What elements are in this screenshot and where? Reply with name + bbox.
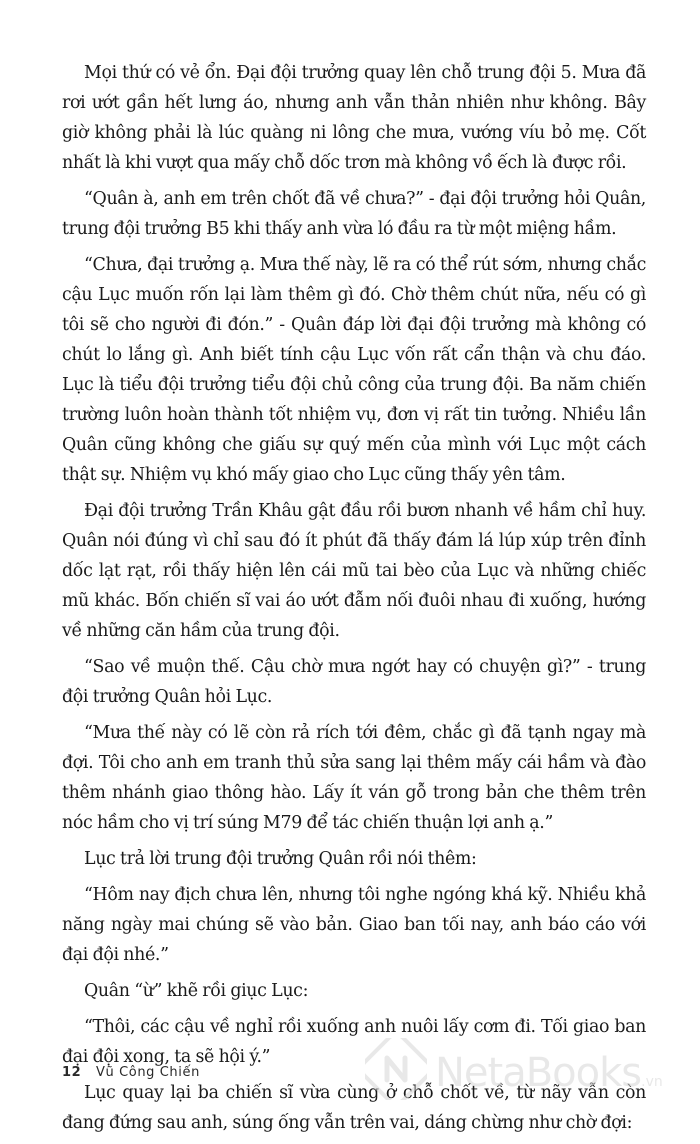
page-number: 12 — [62, 1065, 82, 1080]
paragraph: “Hôm nay địch chưa lên, nhưng tôi nghe ngóng khá kỹ. Nhiều khả năng ngày mai chúng sẽ vào bản. Giao ban tối nay, anh báo cáo với đại đội nhé.” — [62, 885, 646, 965]
paragraph: “Quân à, anh em trên chốt đã về chưa?” - đại đội trưởng hỏi Quân, trung đội trưởng B5 khi thấy anh vừa ló đầu ra từ một miệng hầm. — [62, 189, 646, 239]
paragraph: Quân “ừ” khẽ rồi giục Lục: — [84, 981, 309, 1001]
author-name: Vũ Công Chiến — [96, 1065, 200, 1080]
paragraph: Đại đội trưởng Trần Khâu gật đầu rồi bươn nhanh về hầm chỉ huy. Quân nói đúng vì chỉ sau đó ít phút đã thấy đám lá lúp xúp trên đỉnh dốc lạt rạt, rồi thấy hiện lên cái mũ tai bèo của Lục và những chiếc mũ khác. Bốn chiến sĩ vai áo ướt đẫm nối đuôi nhau đi xuống, hướng về những căn hầm của trung đội. — [62, 501, 646, 641]
paragraph: “Chưa, đại trưởng ạ. Mưa thế này, lẽ ra có thể rút sớm, nhưng chắc cậu Lục muốn rốn lại làm thêm gì đó. Chờ thêm chút nữa, nếu có gì tôi sẽ cho người đi đón.” - Quân đáp lời đại đội trưởng mà không có chút lo lắng gì. Anh biết tính cậu Lục vốn rất cẩn thận và chu đáo. Lục là tiểu đội trưởng tiểu đội chủ công của trung đội. Ba năm chiến trường luôn hoàn thành tốt nhiệm vụ, đơn vị rất tin tưởng. Nhiều lần Quân cũng không che giấu sự quý mến của mình với Lục một cách thật sự. Nhiệm vụ khó mấy giao cho Lục cũng thấy yên tâm. — [62, 255, 646, 485]
watermark — [365, 1038, 695, 1108]
watermark-text — [435, 1050, 663, 1096]
paragraph: Lục trả lời trung đội trưởng Quân rồi nói thêm: — [84, 849, 477, 869]
watermark-suffix: .vn — [641, 1074, 663, 1090]
paragraph: Lục quay lại ba chiến sĩ vừa cùng ở chỗ chốt về, từ nãy vẫn còn đang đứng sau anh, súng ống vẫn trên vai, dáng chừng như chờ đợi: — [62, 1083, 646, 1133]
watermark-brand: NetaBooks — [435, 1050, 642, 1096]
body-text — [62, 58, 646, 1144]
paragraph: “Sao về muộn thế. Cậu chờ mưa ngớt hay có chuyện gì?” - trung đội trưởng Quân hỏi Lục. — [62, 657, 646, 707]
netabooks-logo-icon — [365, 1038, 427, 1100]
page-footer — [62, 1065, 200, 1080]
paragraph: Mọi thứ có vẻ ổn. Đại đội trưởng quay lên chỗ trung đội 5. Mưa đã rơi ướt gần hết lưng áo, nhưng anh vẫn thản nhiên như không. Bây giờ không phải là lúc quàng ni lông che mưa, vướng víu bỏ mẹ. Cốt nhất là khi vượt qua mấy chỗ dốc trơn mà không vồ ếch là được rồi. — [62, 63, 646, 173]
paragraph: “Thôi, các cậu về nghỉ rồi xuống anh nuôi lấy cơm đi. Tối giao ban đại đội xong, ta sẽ hội ý.” — [62, 1017, 646, 1067]
paragraph: “Mưa thế này có lẽ còn rả rích tới đêm, chắc gì đã tạnh ngay mà đợi. Tôi cho anh em tranh thủ sửa sang lại thêm mấy cái hầm và đào thêm nhánh giao thông hào. Lấy ít ván gỗ trong bản che thêm trên nóc hầm cho vị trí súng M79 để tác chiến thuận lợi anh ạ.” — [62, 723, 646, 833]
